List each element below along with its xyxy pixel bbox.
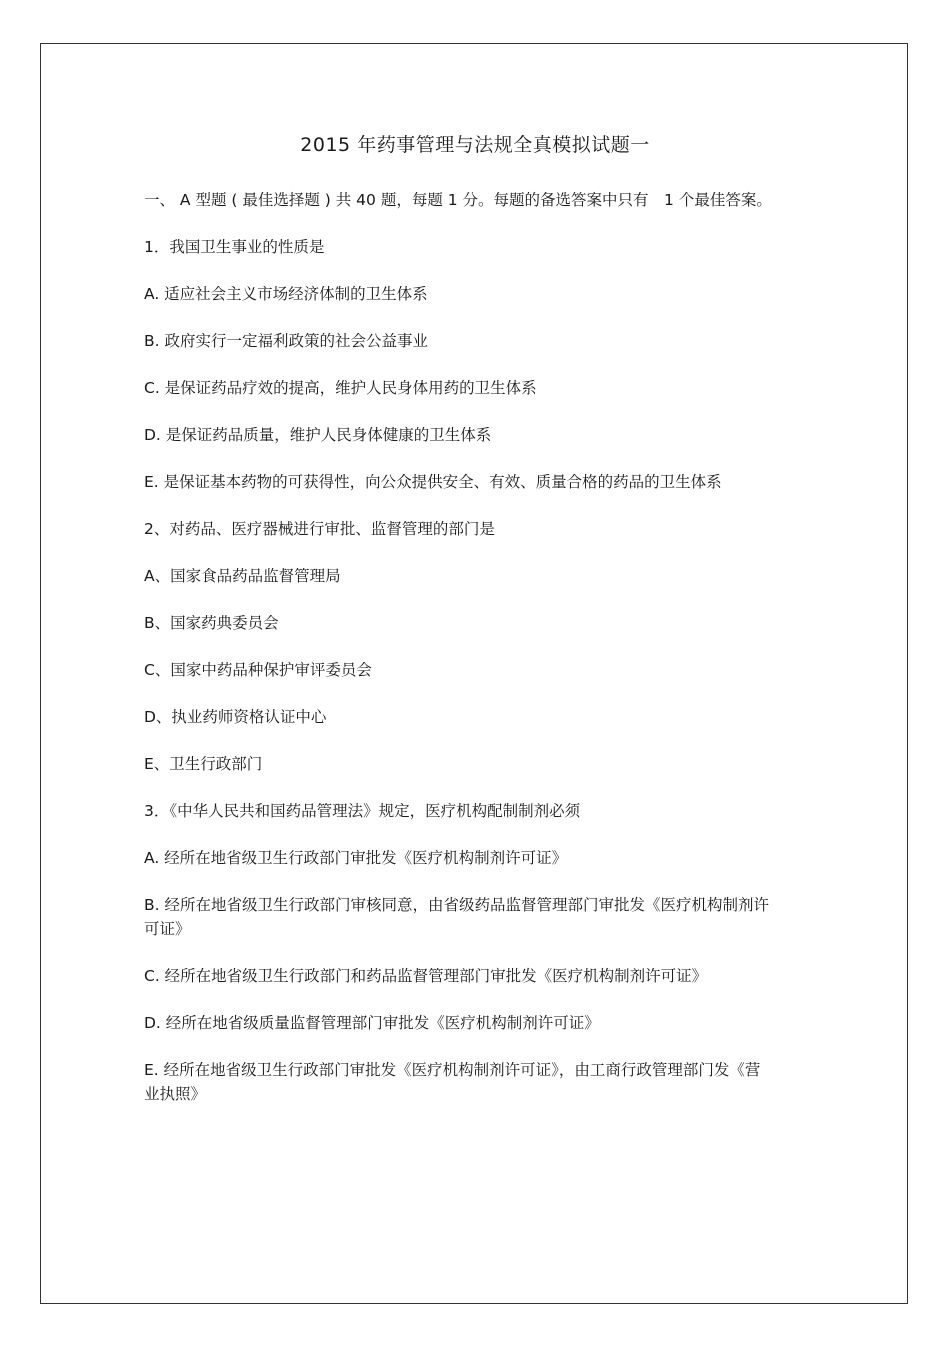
question-3: 3．《中华人民共和国药品管理法》规定，医疗机构配制制剂必须 (144, 802, 581, 820)
q2-option-b: B、国家药典委员会 (144, 614, 279, 632)
q1-option-b: B. 政府实行一定福利政策的社会公益事业 (144, 332, 428, 350)
q2-option-a: A、国家食品药品监督管理局 (144, 567, 341, 585)
q3-option-c: C. 经所在地省级卫生行政部门和药品监督管理部门审批发《医疗机构制剂许可证》 (144, 967, 708, 985)
q3-option-b: B. 经所在地省级卫生行政部门审核同意，由省级药品监督管理部门审批发《医疗机构制剂许可证》 (144, 896, 769, 938)
q3-option-d: D. 经所在地省级质量监督管理部门审批发《医疗机构制剂许可证》 (144, 1014, 600, 1032)
q2-option-d: D、执业药师资格认证中心 (144, 708, 327, 726)
document-title: 2015 年药事管理与法规全真模拟试题一 (300, 134, 650, 156)
q1-option-e: E. 是保证基本药物的可获得性，向公众提供安全、有效、质量合格的药品的卫生体系 (144, 473, 722, 491)
q1-option-c: C. 是保证药品疗效的提高，维护人民身体用药的卫生体系 (144, 379, 537, 397)
q3-option-e: E. 经所在地省级卫生行政部门审批发《医疗机构制剂许可证》，由工商行政管理部门发《营业执照》 (144, 1061, 761, 1103)
document-body (144, 188, 814, 1129)
q2-option-c: C、国家中药品种保护审评委员会 (144, 661, 372, 679)
q2-option-e: E、卫生行政部门 (144, 755, 263, 773)
question-1: 1．我国卫生事业的性质是 (144, 238, 325, 256)
q1-option-a: A. 适应社会主义市场经济体制的卫生体系 (144, 285, 428, 303)
question-2: 2、对药品、医疗器械进行审批、监督管理的部门是 (144, 520, 495, 538)
section-intro: 一、 A 型题 ( 最佳选择题 ) 共 40 题，每题 1 分。每题的备选答案中只有 1 个最佳答案。 (144, 191, 772, 209)
q3-option-a: A. 经所在地省级卫生行政部门审批发《医疗机构制剂许可证》 (144, 849, 568, 867)
q1-option-d: D. 是保证药品质量，维护人民身体健康的卫生体系 (144, 426, 492, 444)
